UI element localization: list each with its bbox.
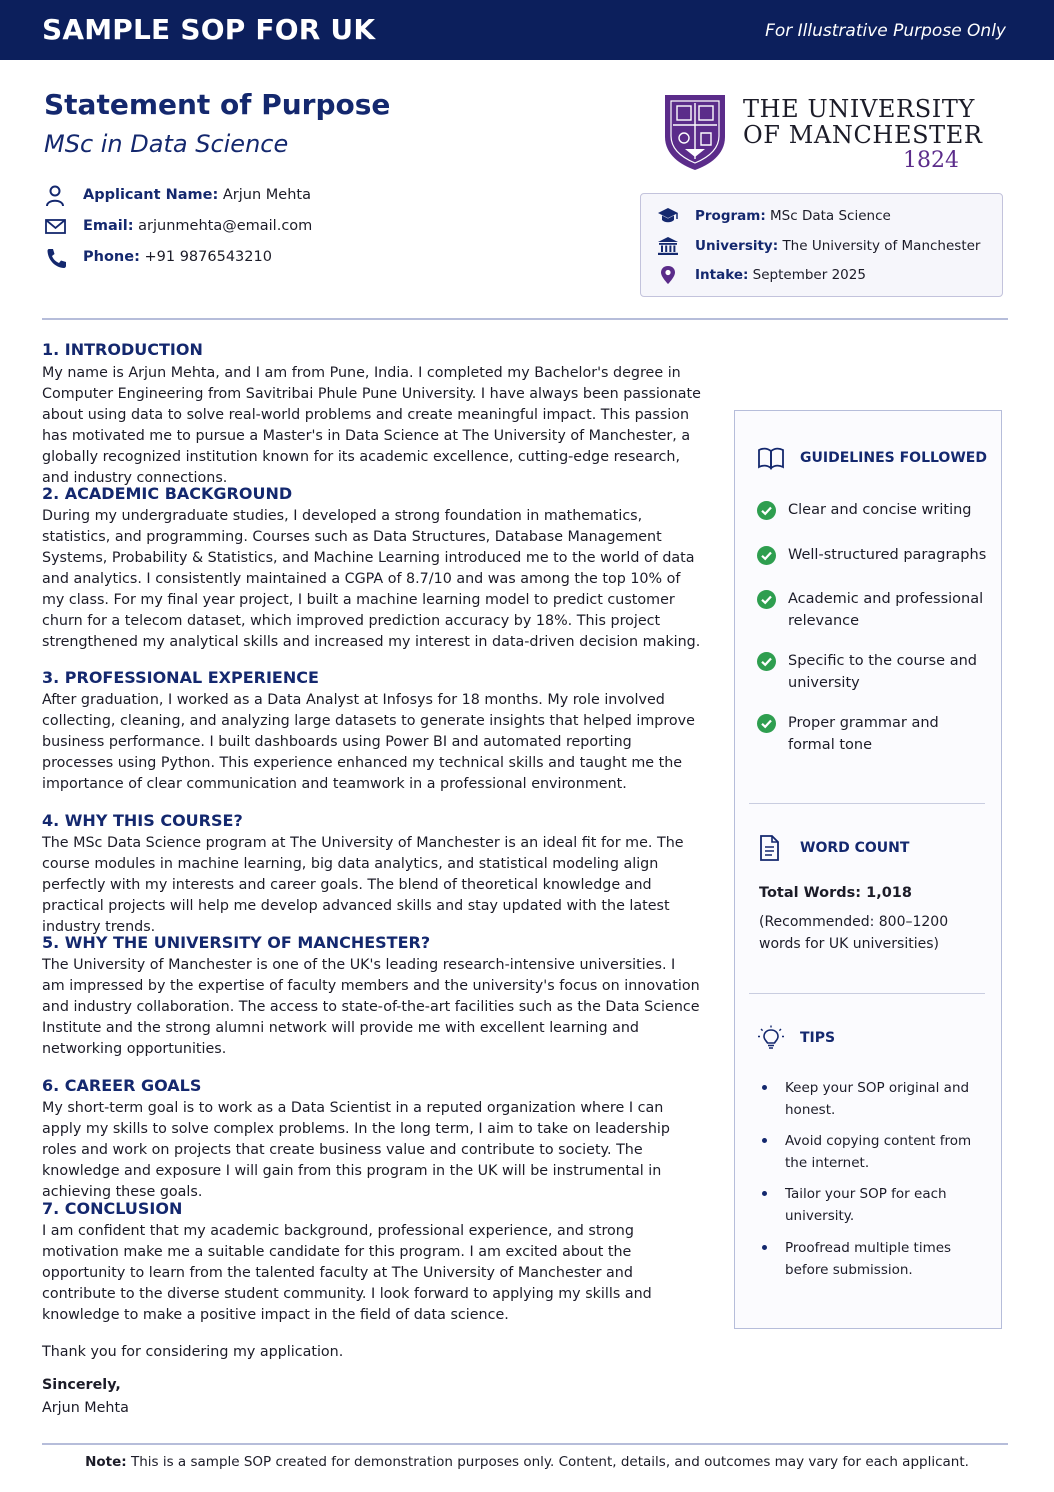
closing-signoff: Sincerely, [42,1377,121,1393]
university-label: University: [695,238,779,254]
applicant-name-row [44,185,604,207]
section-heading-why-university: 5. WHY THE UNIVERSITY OF MANCHESTER? [42,933,431,952]
section-heading-career-goals: 6. CAREER GOALS [42,1076,202,1095]
university-value: The University of Manchester [782,238,981,254]
banner-note: For Illustrative Purpose Only [765,21,1006,41]
graduation-cap-icon [657,206,679,226]
bullet-icon [762,1191,767,1196]
logo-line-1: THE UNIVERSITY [743,95,975,123]
check-circle-icon [757,546,776,565]
applicant-name-label: Applicant Name: [83,187,219,203]
intake-label: Intake: [695,267,749,283]
program-info-box [640,193,1003,297]
closing-name: Arjun Mehta [42,1400,129,1416]
program-row [657,206,997,226]
section-body-career-goals: My short-term goal is to work as a Data Scientist in a reputed organization where I can apply my skills to solve complex problems. In the long term, I aim to take on leadership roles and work on projects that create business value and contribute to society. The knowledge and exposure I will gain from this program in the UK will be instrumental in achieving these goals. [42,1100,670,1200]
guideline-label: Proper grammar and formal tone [788,715,939,753]
program-value: MSc Data Science [770,208,891,224]
email-row [44,216,604,238]
section-body-why-this-course: The MSc Data Science program at The University of Manchester is an ideal fit for me. The course modules in machine learning, big data analytics, and statistical modeling align perfectly with my interests and career goals. The blend of theoretical knowledge and practical projects will help me develop advanced skills and stay updated with the latest industry trends. [42,835,684,935]
location-pin-icon [657,265,679,285]
guideline-label: Well-structured paragraphs [788,547,987,563]
lightbulb-icon [757,1025,785,1051]
check-circle-icon [757,652,776,671]
university-row [657,236,997,256]
institution-icon [657,236,679,256]
email-label: Email: [83,218,134,234]
bullet-icon [762,1085,767,1090]
section-body-conclusion: I am confident that my academic background, professional experience, and strong motivation make me a suitable candidate for this program. I am excited about the opportunity to learn from the talented faculty at The University of Manchester and contribute to the diverse student community. I look forward to applying my skills and knowledge to make a positive impact in the field of data science. [42,1223,652,1323]
footer-divider [42,1443,1008,1445]
footer-note-text: This is a sample SOP created for demonstration purposes only. Content, details, and outcomes may vary for each applicant. [130,1454,969,1470]
recommended-words: (Recommended: 800–1200 words for UK universities) [759,914,949,952]
tip-label: Avoid copying content from the internet. [785,1133,972,1171]
envelope-icon [44,216,68,238]
section-heading-academic-background: 2. ACADEMIC BACKGROUND [42,484,293,503]
program-label: Program: [695,208,766,224]
university-crest-icon [663,93,727,171]
intake-value: September 2025 [752,267,866,283]
word-count-title: WORD COUNT [800,840,910,856]
person-icon [44,185,68,207]
phone-label: Phone: [83,249,140,265]
section-body-why-university: The University of Manchester is one of the UK's leading research-intensive universities. I am impressed by the expertise of faculty members and the university's focus on innovation and industry collaboration. The access to state-of-the-art facilities such as the Data Science Institute and the strong alumni network will provide me with excellent learning and networking opportunities. [42,957,700,1057]
check-circle-icon [757,501,776,520]
document-icon [757,835,785,861]
guideline-label: Specific to the course and university [788,653,977,691]
sidebar-divider [749,993,985,994]
guidance-sidebar [734,410,1002,1329]
tip-label: Proofread multiple times before submission. [785,1240,952,1278]
logo-year: 1824 [903,148,959,173]
header-divider [42,318,1008,320]
bullet-icon [762,1138,767,1143]
tip-label: Keep your SOP original and honest. [785,1080,970,1118]
section-heading-conclusion: 7. CONCLUSION [42,1199,183,1218]
closing-thanks: Thank you for considering my application. [42,1344,344,1360]
footer-note [0,1454,1054,1470]
page-title: Statement of Purpose [44,88,391,121]
guideline-label: Clear and concise writing [788,502,972,518]
check-circle-icon [757,714,776,733]
section-heading-introduction: 1. INTRODUCTION [42,340,203,359]
section-heading-professional-experience: 3. PROFESSIONAL EXPERIENCE [42,668,319,687]
footer-note-label: Note: [85,1454,127,1470]
tips-title: TIPS [800,1030,836,1046]
guidelines-title: GUIDELINES FOLLOWED [800,450,987,466]
tip-label: Tailor your SOP for each university. [785,1186,947,1224]
phone-icon [44,247,68,269]
top-banner [0,0,1054,60]
phone-row [44,247,604,269]
phone-value: +91 9876543210 [144,249,272,265]
section-body-academic-background: During my undergraduate studies, I developed a strong foundation in mathematics, statistics, and programming. Courses such as Data Structures, Database Management Systems, Probability & Statistics, and Machine Learning introduced me to the world of data and analytics. I consistently maintained a CGPA of 8.7/10 and was among the top 10% of my class. For my final year project, I built a machine learning model to predict customer churn for a telecom dataset, which improved prediction accuracy by 18%. This project strengthened my analytical skills and increased my interest in data-driven decision making. [42,508,701,650]
section-body-introduction: My name is Arjun Mehta, and I am from Pune, India. I completed my Bachelor's degree in Computer Engineering from Savitribai Phule Pune University. I have always been passionate about using data to solve real-world problems and create meaningful impact. This passion has motivated me to pursue a Master's in Data Science at The University of Manchester, a globally recognized institution known for its academic excellence, cutting-edge research, and industry connections. [42,365,701,486]
banner-title: SAMPLE SOP FOR UK [42,13,376,46]
applicant-name: Arjun Mehta [222,187,311,203]
page-subtitle: MSc in Data Science [44,130,289,158]
logo-line-2: OF MANCHESTER [743,121,983,149]
bullet-icon [762,1245,767,1250]
sidebar-divider [749,803,985,804]
check-circle-icon [757,590,776,609]
email-value[interactable]: arjunmehta@email.com [138,218,313,234]
open-book-icon [757,445,785,471]
intake-row [657,265,997,285]
total-words: Total Words: 1,018 [759,885,912,901]
section-body-professional-experience: After graduation, I worked as a Data Analyst at Infosys for 18 months. My role involved collecting, cleaning, and analyzing large datasets to generate insights that helped improve business performance. I built dashboards using Power BI and automated reporting processes using Python. This experience enhanced my technical skills and taught me the importance of clear communication and teamwork in a professional environment. [42,692,695,792]
guideline-label: Academic and professional relevance [788,591,984,629]
section-heading-why-this-course: 4. WHY THIS COURSE? [42,811,243,830]
university-logo [663,93,983,173]
